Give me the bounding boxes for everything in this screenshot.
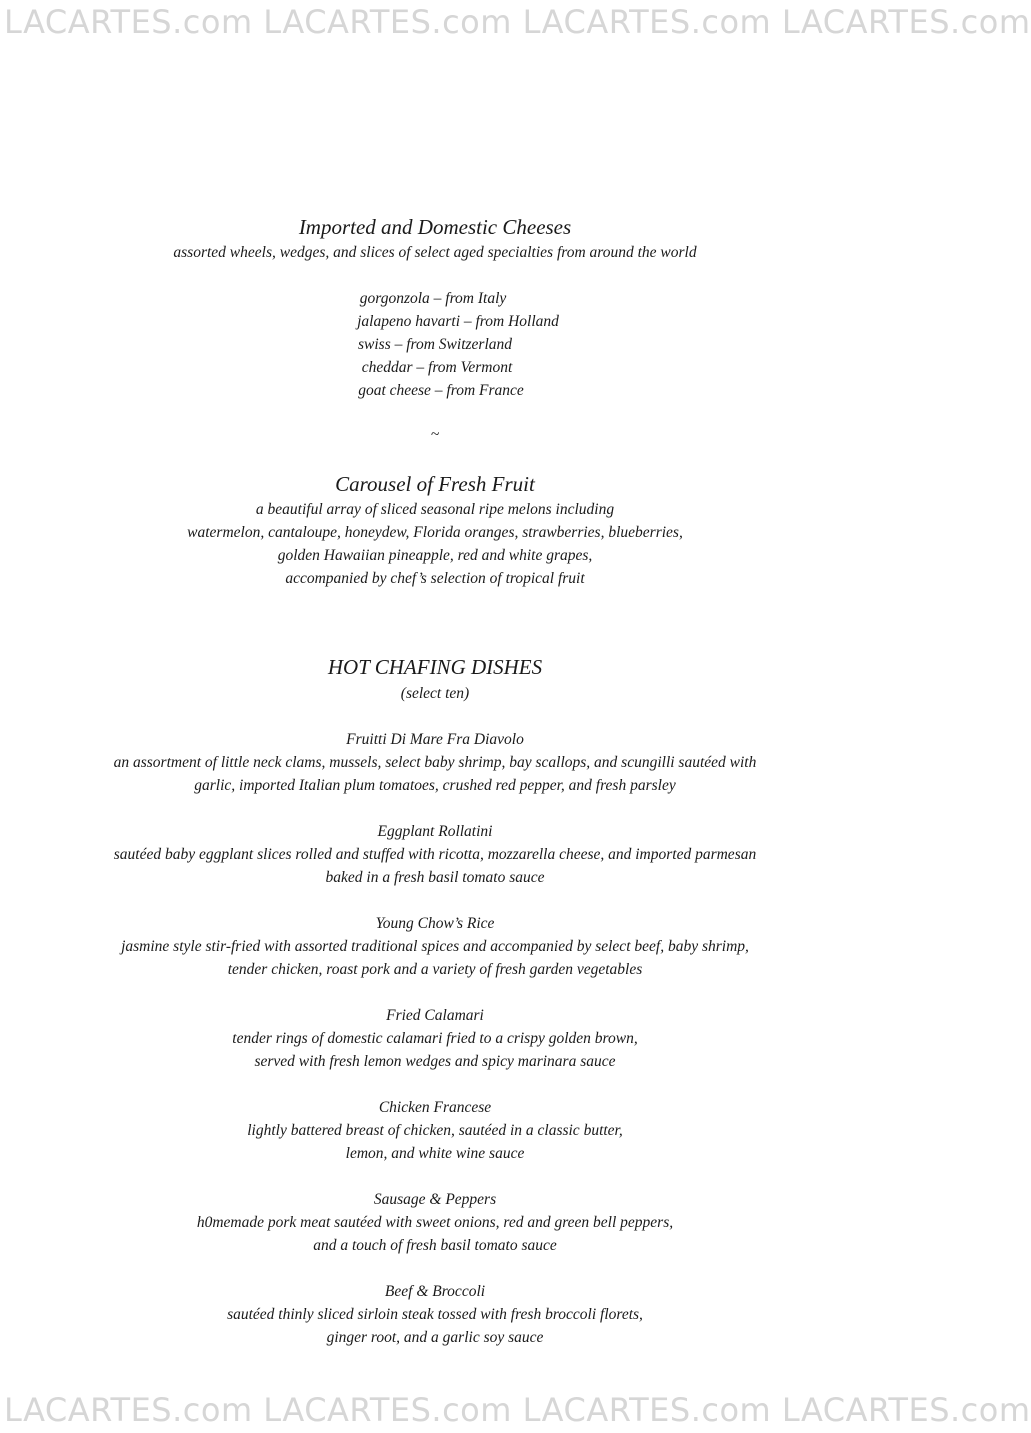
cheese-item: gorgonzola – from Italy [359, 290, 507, 307]
cheeses-title: Imported and Domestic Cheeses [298, 215, 572, 239]
watermark-top: LACARTES.com LACARTES.com LACARTES.com LACARTES.com [4, 3, 1031, 41]
dish-description-line: tender rings of domestic calamari fried to a crispy golden brown, [232, 1030, 638, 1047]
dish-name: Fried Calamari [386, 1007, 484, 1024]
watermark-bottom: LACARTES.com LACARTES.com LACARTES.com LACARTES.com [4, 1391, 1031, 1429]
dish-name: Fruitti Di Mare Fra Diavolo [346, 731, 524, 748]
cheese-item: jalapeno havarti – from Holland [357, 313, 559, 330]
dish-description-line: tender chicken, roast pork and a variety of fresh garden vegetables [227, 961, 643, 978]
dish-description-line: lightly battered breast of chicken, sautéed in a classic butter, [247, 1122, 623, 1139]
cheese-item: goat cheese – from France [358, 382, 524, 399]
dish-name: Eggplant Rollatini [377, 823, 493, 840]
fruit-title: Carousel of Fresh Fruit [335, 472, 535, 496]
cheeses-subtitle: assorted wheels, wedges, and slices of select aged specialties from around the world [173, 244, 697, 261]
cheese-item: cheddar – from Vermont [361, 359, 513, 376]
dish-description-line: garlic, imported Italian plum tomatoes, crushed red pepper, and fresh parsley [194, 777, 676, 794]
cheese-item: swiss – from Switzerland [357, 336, 513, 353]
dish-description-line: served with fresh lemon wedges and spicy marinara sauce [254, 1053, 616, 1070]
dish-description-line: sautéed baby eggplant slices rolled and stuffed with ricotta, mozzarella cheese, and imported parmesan [113, 846, 757, 863]
section-divider: ~ [430, 426, 440, 443]
dish-description-line: and a touch of fresh basil tomato sauce [313, 1237, 557, 1254]
dish-description-line: an assortment of little neck clams, mussels, select baby shrimp, bay scallops, and scungilli sautéed with [113, 754, 757, 771]
dish-description-line: jasmine style stir-fried with assorted traditional spices and accompanied by select beef, baby shrimp, [121, 938, 749, 955]
hot-dishes-title: HOT CHAFING DISHES [327, 655, 543, 679]
fruit-line: a beautiful array of sliced seasonal ripe melons including [255, 501, 615, 518]
fruit-line: golden Hawaiian pineapple, red and white grapes, [277, 547, 593, 564]
fruit-line: accompanied by chef’s selection of tropical fruit [285, 570, 585, 587]
dish-description-line: ginger root, and a garlic soy sauce [326, 1329, 544, 1346]
dish-description-line: sautéed thinly sliced sirloin steak tossed with fresh broccoli florets, [227, 1306, 643, 1323]
dish-name: Young Chow’s Rice [375, 915, 495, 932]
fruit-line: watermelon, cantaloupe, honeydew, Florida oranges, strawberries, blueberries, [187, 524, 683, 541]
dish-description-line: h0memade pork meat sautéed with sweet onions, red and green bell peppers, [196, 1214, 674, 1231]
dish-description-line: baked in a fresh basil tomato sauce [325, 869, 545, 886]
hot-dishes-subtitle: (select ten) [400, 685, 470, 702]
dish-description-line: lemon, and white wine sauce [345, 1145, 525, 1162]
dish-name: Sausage & Peppers [373, 1191, 497, 1208]
dish-name: Chicken Francese [378, 1099, 492, 1116]
dish-name: Beef & Broccoli [384, 1283, 486, 1300]
